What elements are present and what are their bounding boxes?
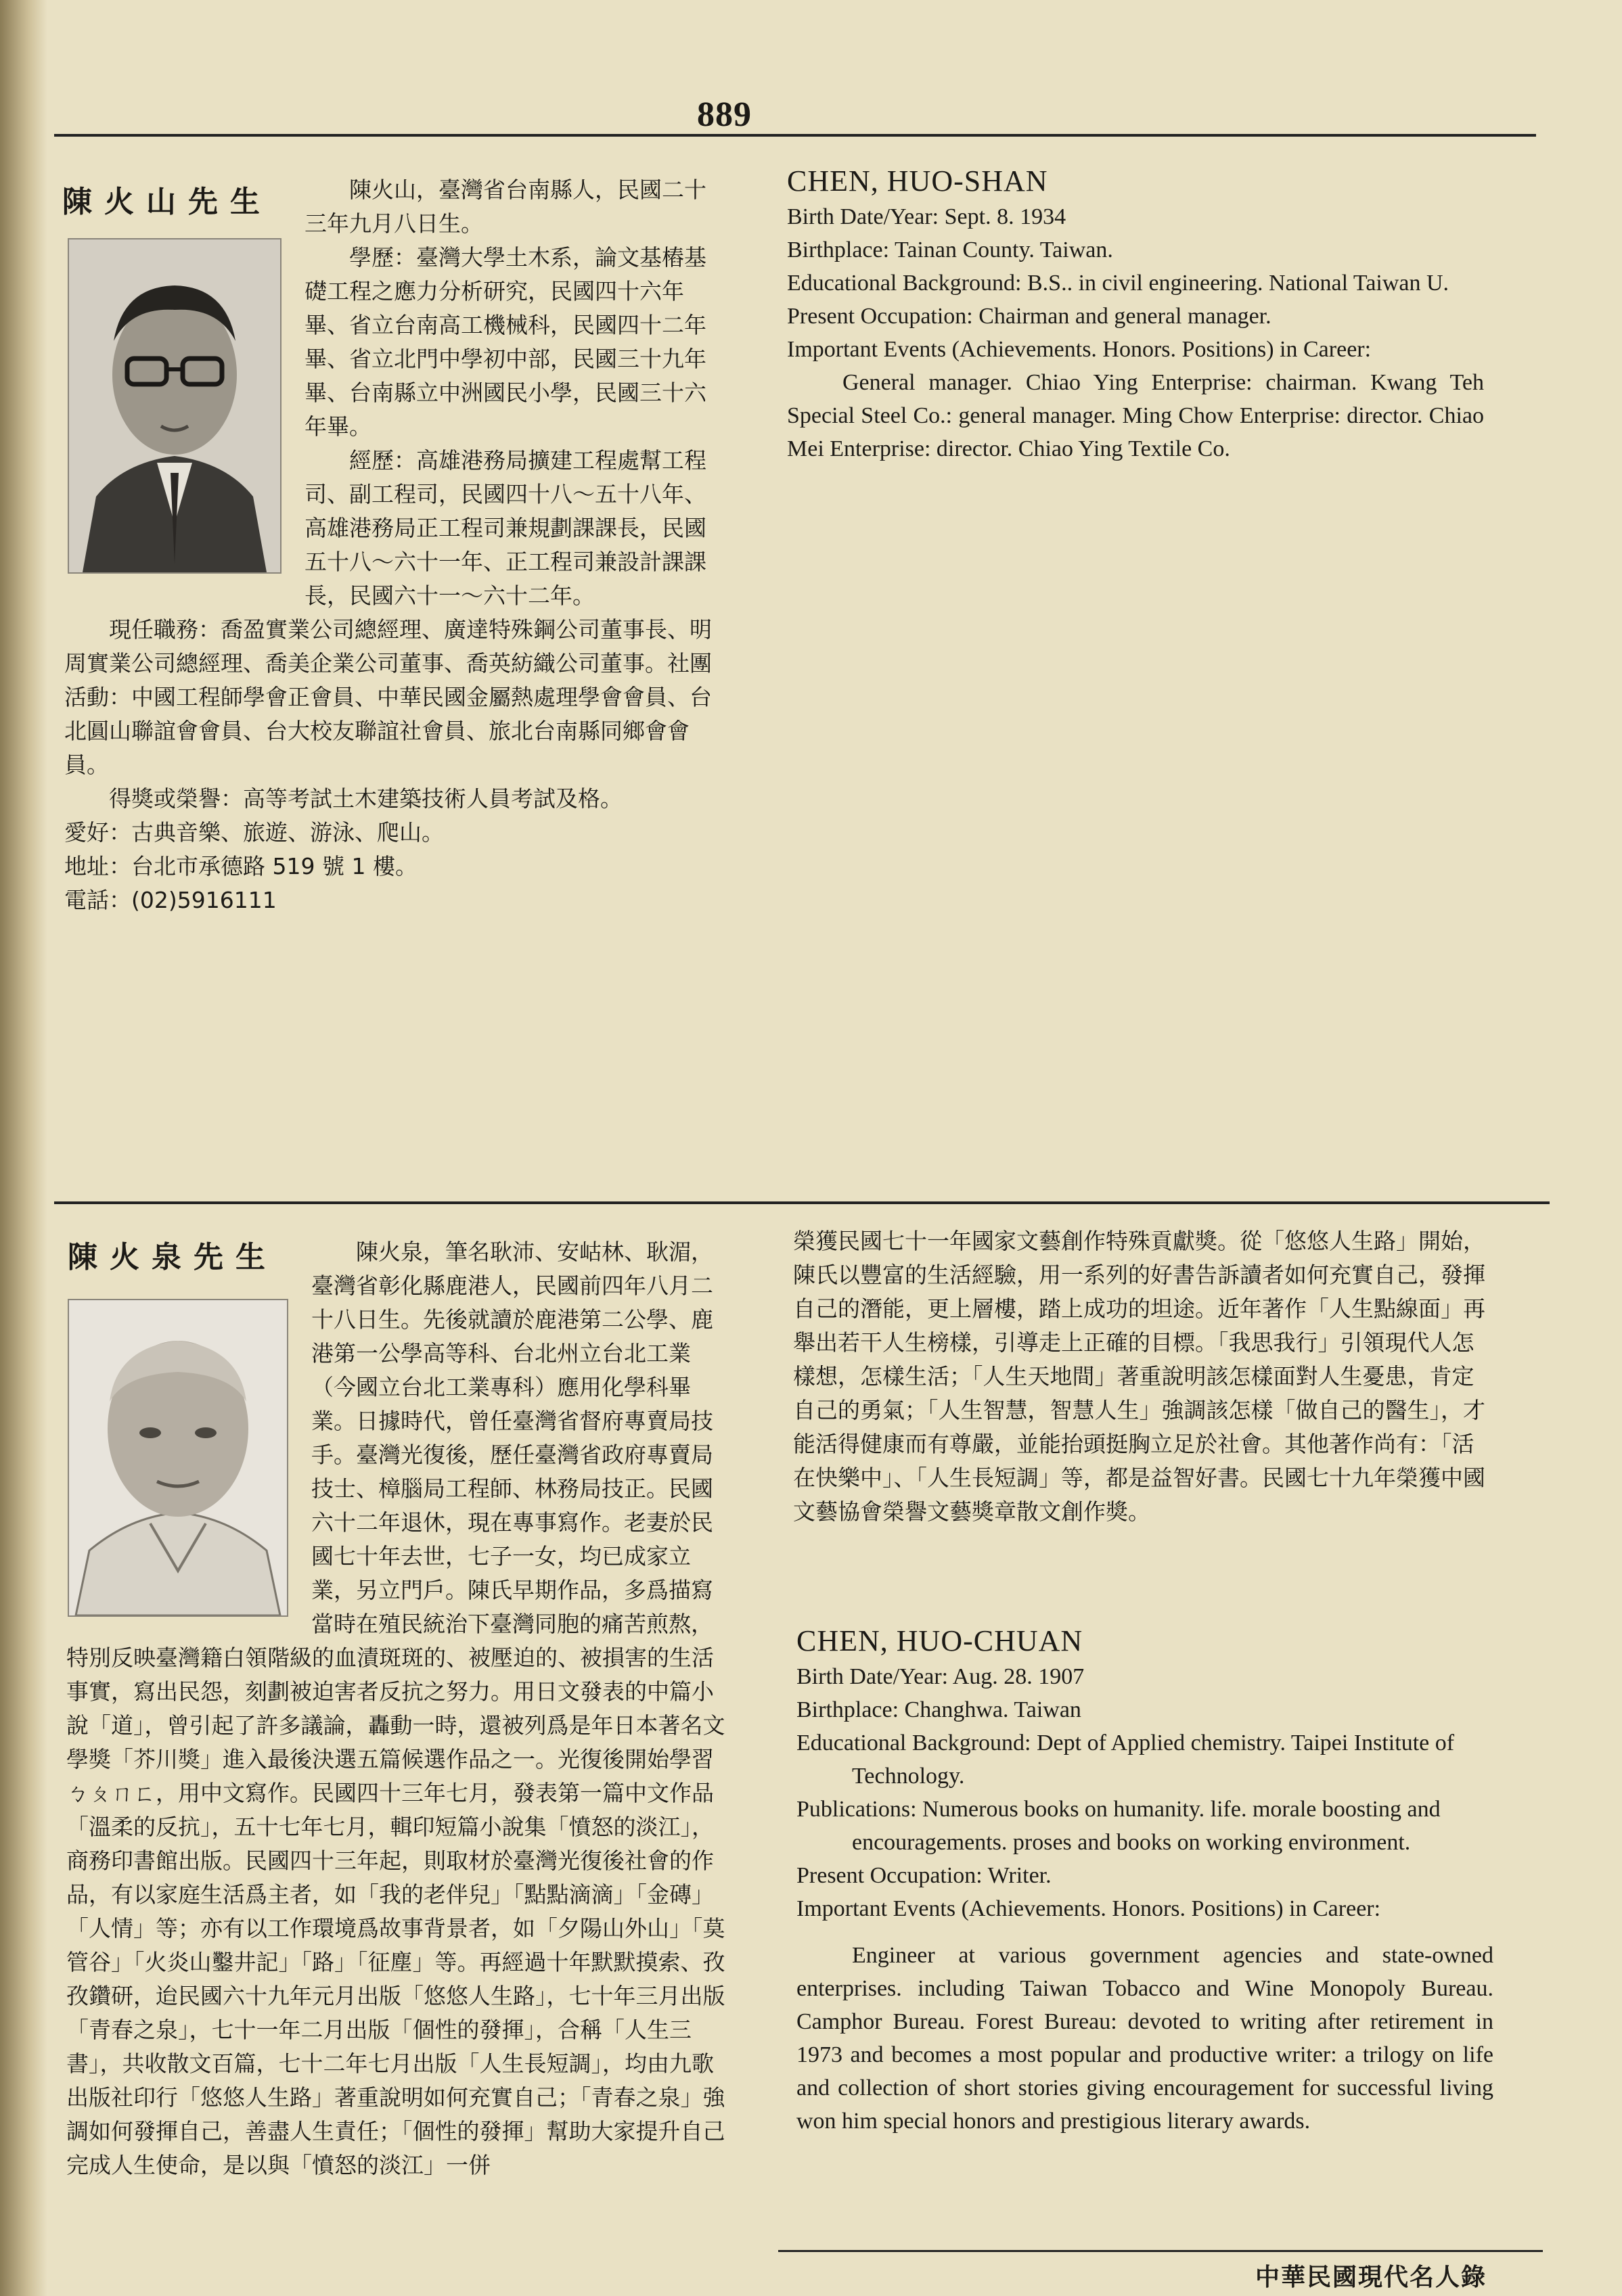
entry2-publications: Publications: Numerous books on humanity. life. morale boosting and encouragements. proses and books on working environment. — [796, 1797, 1441, 1855]
entry1-chinese-text — [64, 173, 724, 917]
entry1-events-label: Important Events (Achievements. Honors. Positions) in Career: — [787, 337, 1372, 362]
entry2-occupation: Present Occupation: Writer. — [796, 1863, 1052, 1888]
entry1-experience: 經歷：高雄港務局擴建工程處幫工程司、副工程司，民國四十八～五十八年、高雄港務局正工程司兼規劃課課長，民國五十八～六十一年、正工程司兼設計課課長，民國六十一～六十二年。 — [305, 447, 706, 609]
entry1-events: General manager. Chiao Ying Enterprise: chairman. Kwang Teh Special Steel Co.: general manager. Ming Chow Enterprise: director. Chiao Mei Enterprise: director. Chiao Ying Textile Co. — [787, 370, 1484, 461]
entry2-birthplace: Birthplace: Changhwa. Taiwan — [796, 1697, 1081, 1722]
entry1-education-en: Educational Background: B.S.. in civil engineering. National Taiwan U. — [787, 271, 1449, 296]
entry2-photo-spacer — [66, 1235, 311, 1621]
entry2-bio: 陳火泉，筆名耿沛、安岵林、耿湄，臺灣省彰化縣鹿港人，民國前四年八月二十八日生。先後就讀於鹿港第二公學、鹿港第一公學高等科、台北州立台北工業（今國立台北工業專科）應用化學科畢業。日據時代，曾任臺灣省督府專賣局技手。臺灣光復後，歷任臺灣省政府專賣局技士、樟腦局工程師、林務局技正。民國六十二年退休，現在專事寫作。老妻於民國七十年去世，七子一女，均已成家立業，另立門戶。陳氏早期作品，多爲描寫當時在殖民統治下臺灣同胞的痛苦煎熬，特別反映臺灣籍白領階級的血漬斑斑的、被壓迫的、被損害的生活事實，寫出民怨，刻劃被迫害者反抗之努力。用日文發表的中篇小說「道」，曾引起了許多議論，轟動一時，還被列爲是年日本著名文學獎「芥川獎」進入最後決選五篇候選作品之一。光復後開始學習ㄅㄆㄇㄈ，用中文寫作。民國四十三年七月，發表第一篇中文作品「溫柔的反抗」，五十七年七月，輯印短篇小說集「憤怒的淡江」，商務印書館出版。民國四十三年起，則取材於臺灣光復後社會的作品，有以家庭生活爲主者，如「我的老伴兒」「點點滴滴」「金磚」「人情」等；亦有以工作環境爲故事背景者，如「夕陽山外山」「莫管谷」「火炎山鑿井記」「路」「征塵」等。再經過十年默默摸索、孜孜鑽研，迨民國六十九年元月出版「悠悠人生路」，七十年三月出版「青春之泉」，七十一年二月出版「個性的發揮」，合稱「人生三書」，共收散文百篇，七十二年七月出版「人生長短調」，均由九歌出版社印行「悠悠人生路」著重說明如何充實自己；「青春之泉」強調如何發揮自己，善盡人生責任；「個性的發揮」幫助大家提升自己完成人生使命，是以與「憤怒的淡江」一併 — [66, 1239, 725, 2178]
entry2-events-label: Important Events (Achievements. Honors. Positions) in Career: — [796, 1896, 1381, 1921]
top-rule — [54, 134, 1536, 137]
entry1-education: 學歷：臺灣大學土木系，論文基樁基礎工程之應力分析研究，民國四十六年畢、省立台南高工機械科，民國四十二年畢、省立北門中學初中部，民國三十九年畢、台南縣立中洲國民小學，民國三十六年畢。 — [305, 244, 706, 440]
entry2-english-text — [796, 1622, 1493, 2138]
entry2-events: Engineer at various government agencies and state-owned enterprises. including Taiwan Tobacco and Wine Monopoly Bureau. Camphor Bureau. Forest Bureau: devoted to writing after retirement in 1973 and becomes a most popular and productive writer: a trilogy on life and collection of short stories giving encouragement for successful living won him special honors and prestigious literary awards. — [796, 1943, 1493, 2134]
page-number: 889 — [697, 95, 752, 134]
entry1-honors: 得獎或榮譽：高等考試土木建築技術人員考試及格。 — [109, 785, 623, 812]
entry1-english-text — [787, 162, 1484, 465]
entry2-name-cn: 陳火泉先生 — [68, 1240, 277, 1275]
entry2-bio-cont: 榮獲民國七十一年國家文藝創作特殊貢獻獎。從「悠悠人生路」開始，陳氏以豐富的生活經驗，用一系列的好書告訴讀者如何充實自己，發揮自己的潛能，更上層樓，踏上成功的坦途。近年著作「人生點線面」再舉出若干人生榜樣，引導走上正確的目標。「我思我行」引領現代人怎樣想，怎樣生活；「人生天地間」著重說明該怎樣面對人生憂患，肯定自己的勇氣；「人生智慧，智慧人生」強調該怎樣「做自己的醫生」，才能活得健康而有尊嚴，並能抬頭挺胸立足於社會。其他著作尚有：「活在快樂中」、「人生長短調」等，都是益智好書。民國七十九年榮獲中國文藝協會榮譽文藝獎章散文創作獎。 — [793, 1228, 1485, 1525]
entry1-occupation: Present Occupation: Chairman and general manager. — [787, 304, 1271, 329]
entry1-present: 現任職務：喬盈實業公司總經理、廣達特殊鋼公司董事長、明周實業公司總經理、喬美企業公司董事、喬英紡織公司董事。社團活動：中國工程師學會正會員、中華民國金屬熱處理學會會員、台北圓山聯誼會會員、台大校友聯誼社會員、旅北台南縣同鄉會會員。 — [64, 616, 712, 778]
entry1-name-en: CHEN, HUO-SHAN — [787, 164, 1048, 198]
entry1-hobbies: 愛好：古典音樂、旅遊、游泳、爬山。 — [64, 819, 444, 846]
entry1-birth: Birth Date/Year: Sept. 8. 1934 — [787, 204, 1066, 229]
middle-rule — [54, 1201, 1550, 1204]
entry2-birth: Birth Date/Year: Aug. 28. 1907 — [796, 1664, 1085, 1689]
entry1-intro: 陳火山，臺灣省台南縣人，民國二十三年九月八日生。 — [305, 177, 706, 237]
entry2-education-en: Educational Background: Dept of Applied chemistry. Taipei Institute of Technology. — [796, 1730, 1455, 1789]
entry1-phone: 電話：(02)5916111 — [64, 887, 277, 913]
bottom-rule — [778, 2250, 1543, 2252]
entry1-photo-spacer — [64, 173, 305, 586]
entry1-birthplace: Birthplace: Tainan County. Taiwan. — [787, 237, 1113, 262]
entry2-chinese-text — [66, 1235, 734, 2182]
page-binding-shadow — [0, 0, 47, 2296]
entry2-name-en: CHEN, HUO-CHUAN — [796, 1624, 1083, 1657]
footer-book-title: 中華民國現代名人錄 — [1255, 2264, 1487, 2291]
entry1-address: 地址：台北市承德路 519 號 1 樓。 — [64, 853, 418, 879]
entry2-chinese-text-cont — [793, 1224, 1490, 1529]
entry1-name-cn: 陳火山先生 — [62, 185, 272, 219]
